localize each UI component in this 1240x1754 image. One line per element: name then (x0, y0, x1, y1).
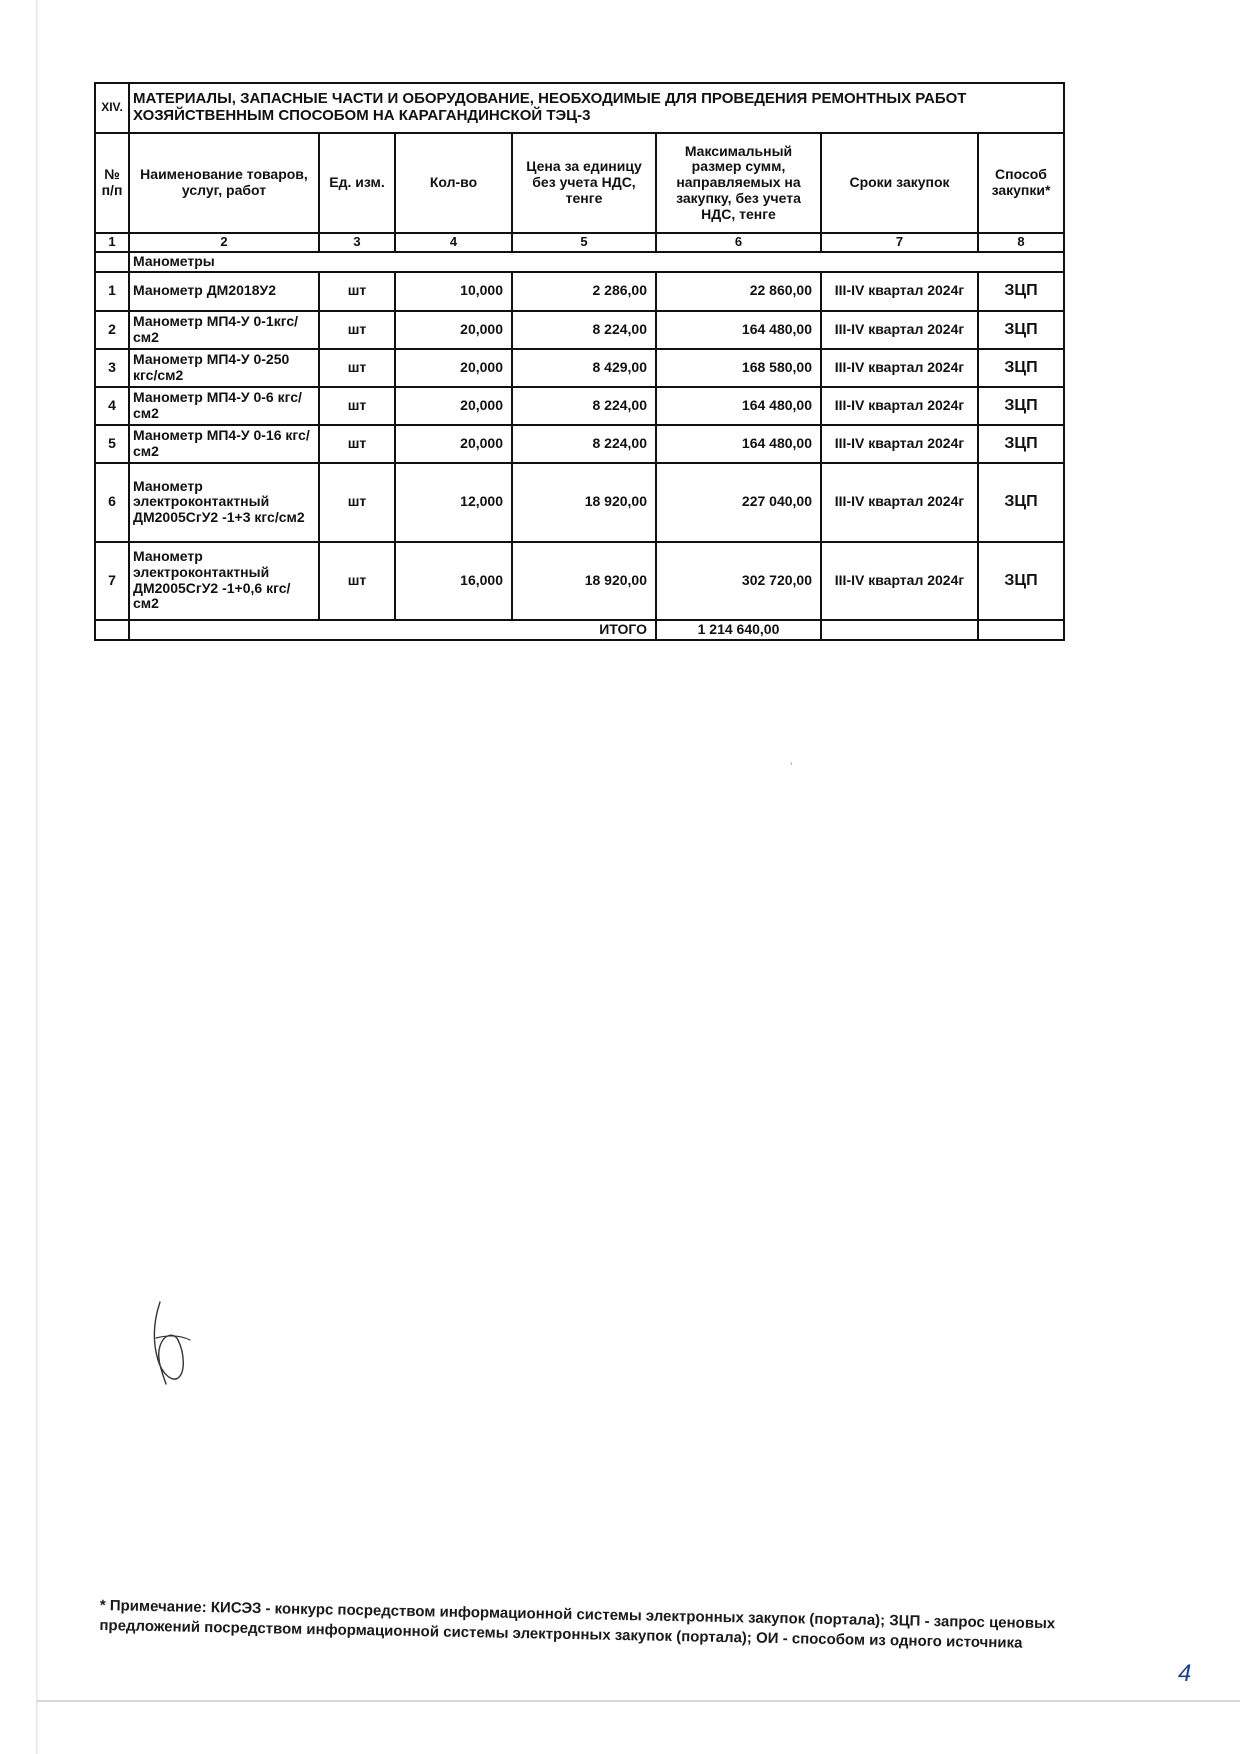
item-unit-price: 8 224,00 (512, 425, 656, 463)
item-unit: шт (319, 542, 395, 620)
item-unit: шт (319, 311, 395, 349)
table-row (95, 542, 1064, 620)
item-quantity: 16,000 (395, 542, 512, 620)
column-number-row (95, 233, 1064, 252)
row-number: 2 (95, 311, 129, 349)
table-row (95, 349, 1064, 387)
page-edge (36, 0, 39, 1754)
category-row (95, 252, 1064, 272)
header-row (95, 133, 1064, 233)
item-period: III-IV квартал 2024г (821, 349, 978, 387)
item-period: III-IV квартал 2024г (821, 272, 978, 311)
column-number: 4 (395, 233, 512, 252)
item-unit-price: 8 224,00 (512, 311, 656, 349)
row-number: 4 (95, 387, 129, 425)
footnote: * Примечание: КИСЭЗ - конкурс посредством информационной системы электронных закупок (портала); ЗЦП - запрос ценовых предложений посредством информационной системы электронных закупок (портала); ОИ - способом из одного источника (99, 1596, 1056, 1652)
procurement-table (94, 82, 1065, 641)
item-unit-price: 2 286,00 (512, 272, 656, 311)
column-number: 3 (319, 233, 395, 252)
item-unit: шт (319, 425, 395, 463)
item-method: ЗЦП (978, 542, 1064, 620)
total-label: ИТОГО (129, 620, 656, 640)
column-number: 7 (821, 233, 978, 252)
page-bottom-edge (36, 1700, 1240, 1702)
header-unit-price: Цена за единицу без учета НДС, тенге (512, 133, 656, 233)
item-name: Манометр МП4-У 0-250 кгс/см2 (129, 349, 319, 387)
header-period: Сроки закупок (821, 133, 978, 233)
item-max-sum: 164 480,00 (656, 425, 821, 463)
row-number: 6 (95, 463, 129, 542)
column-number: 6 (656, 233, 821, 252)
item-unit-price: 8 224,00 (512, 387, 656, 425)
item-quantity: 10,000 (395, 272, 512, 311)
item-max-sum: 22 860,00 (656, 272, 821, 311)
item-period: III-IV квартал 2024г (821, 387, 978, 425)
column-number: 5 (512, 233, 656, 252)
item-method: ЗЦП (978, 272, 1064, 311)
item-quantity: 20,000 (395, 425, 512, 463)
item-name: Манометр электроконтактный ДМ2005СгУ2 -1+3 кгс/см2 (129, 463, 319, 542)
total-row (95, 620, 1064, 640)
item-method: ЗЦП (978, 463, 1064, 542)
item-unit-price: 8 429,00 (512, 349, 656, 387)
table-row (95, 272, 1064, 311)
item-period: III-IV квартал 2024г (821, 425, 978, 463)
item-method: ЗЦП (978, 425, 1064, 463)
item-quantity: 20,000 (395, 311, 512, 349)
item-name: Манометр ДМ2018У2 (129, 272, 319, 311)
item-method: ЗЦП (978, 349, 1064, 387)
category-label: Манометры (129, 252, 1064, 272)
item-unit: шт (319, 349, 395, 387)
item-period: III-IV квартал 2024г (821, 311, 978, 349)
total-value: 1 214 640,00 (656, 620, 821, 640)
item-unit-price: 18 920,00 (512, 542, 656, 620)
header-max-sum: Максимальный размер сумм, направляемых на закупку, без учета НДС, тенге (656, 133, 821, 233)
item-unit: шт (319, 272, 395, 311)
row-number: 5 (95, 425, 129, 463)
dust-mark: ʼ (790, 760, 793, 774)
header-method: Способ закупки* (978, 133, 1064, 233)
row-number: 7 (95, 542, 129, 620)
item-max-sum: 302 720,00 (656, 542, 821, 620)
item-max-sum: 227 040,00 (656, 463, 821, 542)
table-row (95, 425, 1064, 463)
signature-image (138, 1290, 218, 1400)
item-quantity: 12,000 (395, 463, 512, 542)
item-unit: шт (319, 387, 395, 425)
row-number: 3 (95, 349, 129, 387)
section-number: XIV. (95, 83, 129, 133)
item-method: ЗЦП (978, 311, 1064, 349)
item-period: III-IV квартал 2024г (821, 463, 978, 542)
item-max-sum: 164 480,00 (656, 311, 821, 349)
item-name: Манометр МП4-У 0-16 кгс/см2 (129, 425, 319, 463)
item-name: Манометр МП4-У 0-6 кгс/см2 (129, 387, 319, 425)
page-number: 4 (1178, 1660, 1192, 1687)
item-name: Манометр электроконтактный ДМ2005СгУ2 -1+0,6 кгс/см2 (129, 542, 319, 620)
section-title-row (95, 83, 1064, 133)
table-row (95, 463, 1064, 542)
item-unit: шт (319, 463, 395, 542)
item-quantity: 20,000 (395, 349, 512, 387)
section-title: МАТЕРИАЛЫ, ЗАПАСНЫЕ ЧАСТИ И ОБОРУДОВАНИЕ, НЕОБХОДИМЫЕ ДЛЯ ПРОВЕДЕНИЯ РЕМОНТНЫХ РАБОТ ХОЗЯЙСТВЕННЫМ СПОСОБОМ НА КАРАГАНДИНСКОЙ ТЭЦ-3 (129, 83, 1064, 133)
header-unit: Ед. изм. (319, 133, 395, 233)
item-max-sum: 168 580,00 (656, 349, 821, 387)
column-number: 8 (978, 233, 1064, 252)
column-number: 2 (129, 233, 319, 252)
item-name: Манометр МП4-У 0-1кгс/см2 (129, 311, 319, 349)
item-unit-price: 18 920,00 (512, 463, 656, 542)
row-number: 1 (95, 272, 129, 311)
item-period: III-IV квартал 2024г (821, 542, 978, 620)
table-row (95, 387, 1064, 425)
header-name: Наименование товаров, услуг, работ (129, 133, 319, 233)
header-number: № п/п (95, 133, 129, 233)
header-quantity: Кол-во (395, 133, 512, 233)
item-quantity: 20,000 (395, 387, 512, 425)
column-number: 1 (95, 233, 129, 252)
item-max-sum: 164 480,00 (656, 387, 821, 425)
table-row (95, 311, 1064, 349)
item-method: ЗЦП (978, 387, 1064, 425)
